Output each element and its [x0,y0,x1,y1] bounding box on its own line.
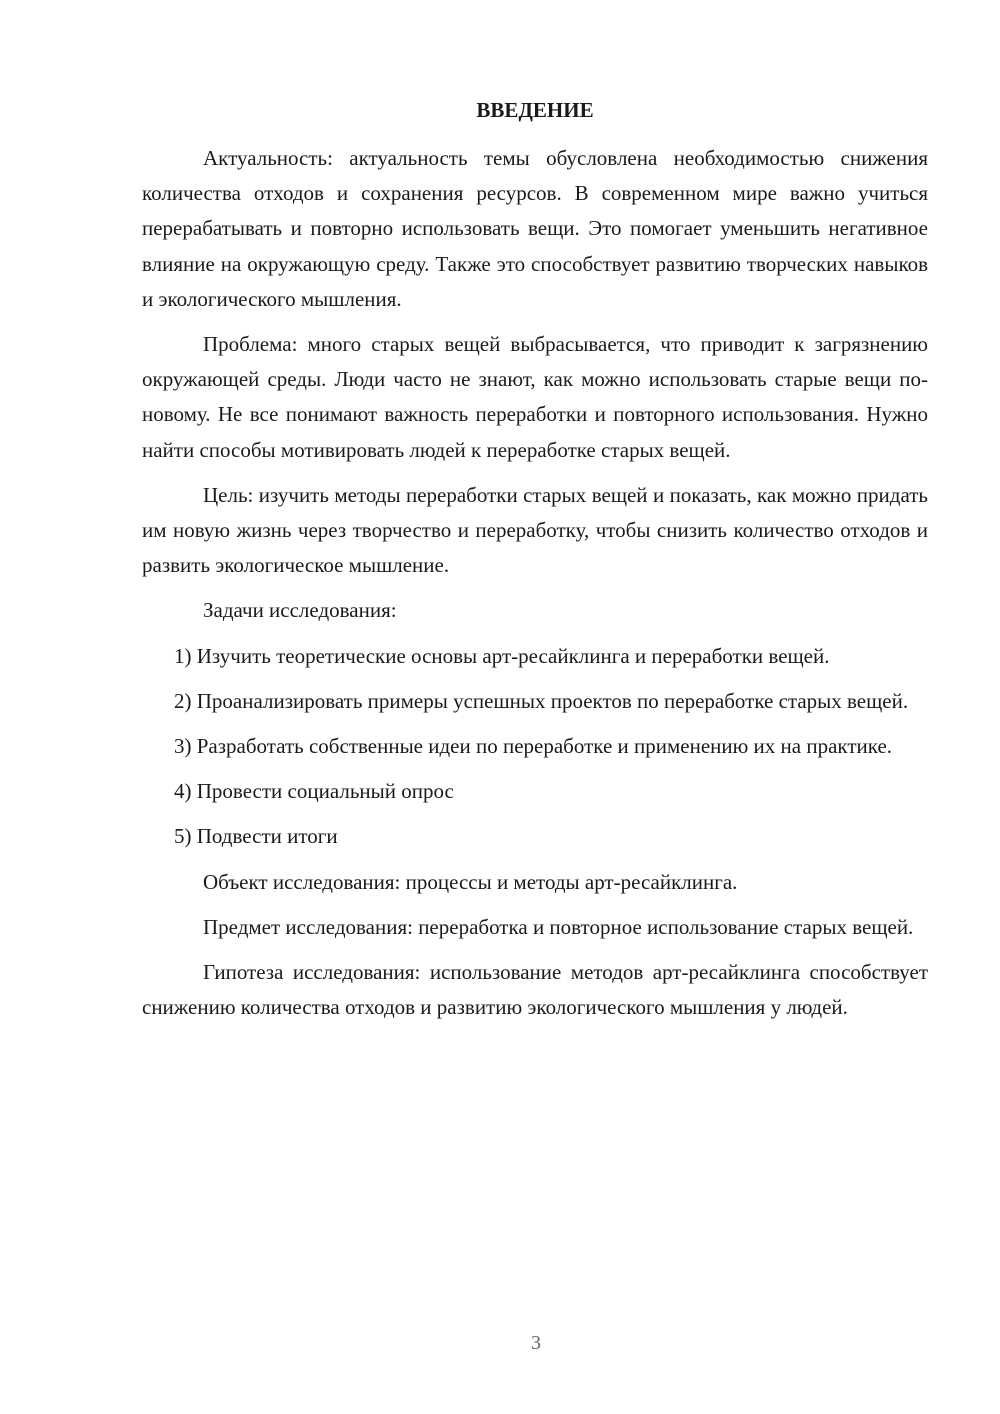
page-number: 3 [531,1332,541,1354]
paragraph-problem: Проблема: много старых вещей выбрасывается, что приводит к загрязнению окружающей среды. Люди часто не знают, как можно использовать старые вещи по-новому. Не все понимают важность переработки и повторного использования. Нужно найти способы мотивировать людей к переработке старых вещей. [142,332,928,462]
paragraph-hypothesis: Гипотеза исследования: использование методов арт-ресайклинга способствует снижению количества отходов и развитию экологического мышления у людей. [142,960,928,1020]
task-item-4: 4) Провести социальный опрос [174,779,454,804]
paragraph-relevance: Актуальность: актуальность темы обусловлена необходимостью снижения количества отходов и сохранения ресурсов. В современном мире важно учиться перерабатывать и повторно использовать вещи. Это помогает уменьшить негативное влияние на окружающую среду. Также это способствует развитию творческих навыков и экологического мышления. [142,146,928,311]
paragraph-goal: Цель: изучить методы переработки старых вещей и показать, как можно придать им новую жизнь через творчество и переработку, чтобы снизить количество отходов и развить экологическое мышление. [142,482,928,578]
section-heading: ВВЕДЕНИЕ [476,98,594,122]
task-item-2: 2) Проанализировать примеры успешных проектов по переработке старых вещей. [174,688,909,713]
task-item-3: 3) Разработать собственные идеи по переработке и применению их на практике. [174,734,893,759]
paragraph-object: Объект исследования: процессы и методы арт-ресайклинга. [203,869,738,894]
document-page [142,93,928,1025]
tasks-title: Задачи исследования: [203,598,397,623]
task-item-5: 5) Подвести итоги [174,824,338,849]
task-item-1: 1) Изучить теоретические основы арт-ресайклинга и переработки вещей. [174,643,830,668]
paragraph-subject: Предмет исследования: переработка и повторное использование старых вещей. [203,914,914,939]
